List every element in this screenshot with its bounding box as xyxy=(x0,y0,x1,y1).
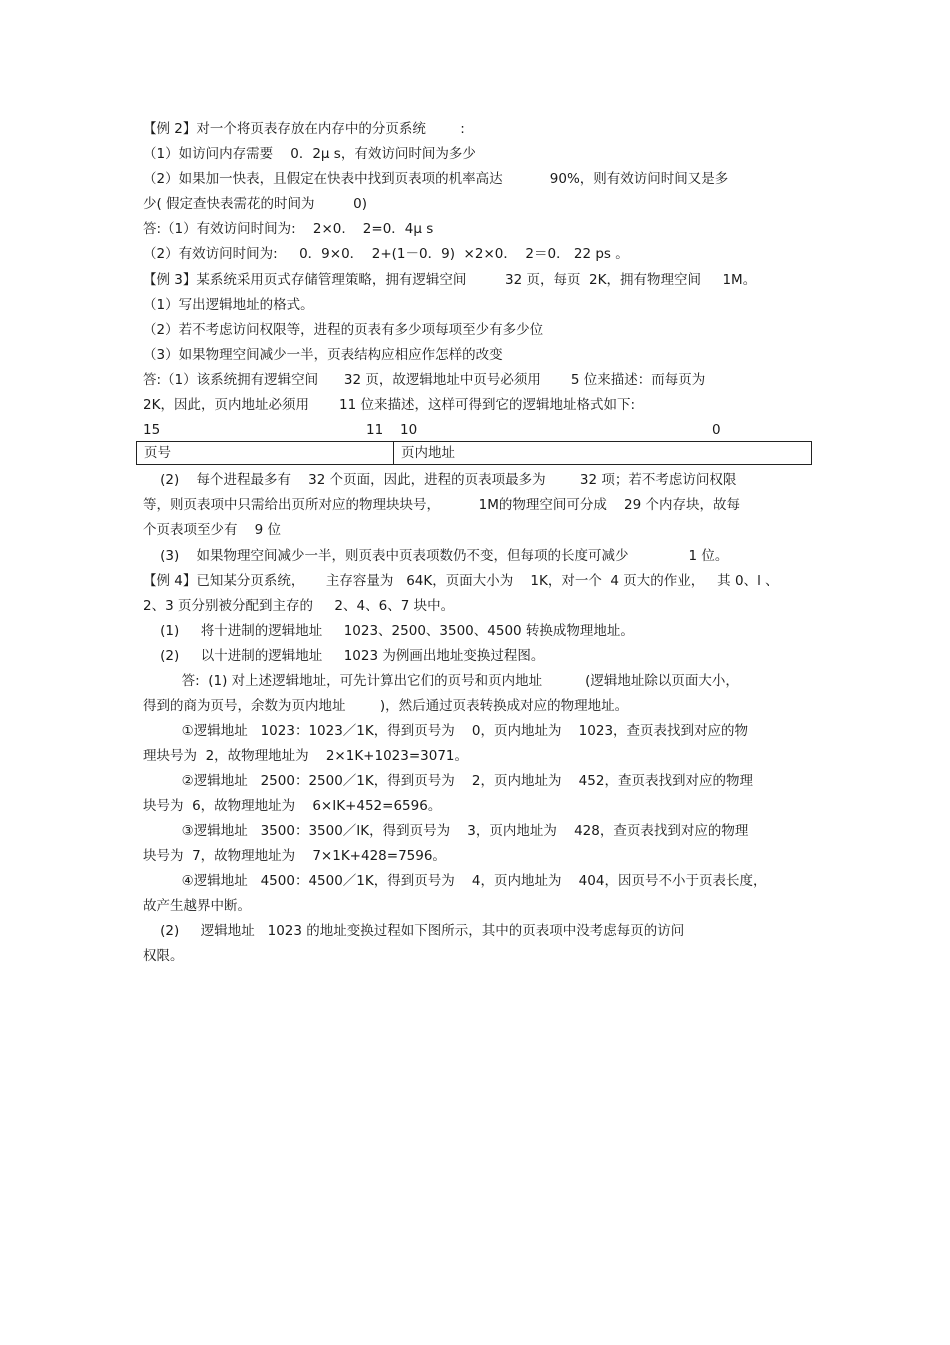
example-2-question-2-cont: 少( 假定查快表需花的时间为 0) xyxy=(143,196,368,212)
example-3-answer-1: 答:（1）该系统拥有逻辑空间 32 页，故逻辑地址中页号必须用 5 位来描述：而每页为 xyxy=(143,372,706,388)
example-3-answer-2-cont2: 个页表项至少有 9 位 xyxy=(143,522,282,538)
example-4-answer-intro-cont: 得到的商为页号，余数为页内地址 )，然后通过页表转换成对应的物理地址。 xyxy=(143,698,629,714)
example-3-question-2: （2）若不考虑访问权限等，进程的页表有多少项每项至少有多少位 xyxy=(143,322,544,338)
example-3-question-3: （3）如果物理空间减少一半，页表结构应相应作怎样的改变 xyxy=(143,347,503,363)
example-4-answer-2: (2) 逻辑地址 1023 的地址变换过程如下图所示，其中的页表项中没考虑每页的访问 xyxy=(143,923,685,939)
example-4-answer-c: ③逻辑地址 3500：3500／IK，得到页号为 3，页内地址为 428，查页表找到对应的物理 xyxy=(143,823,749,839)
example-3-answer-2: (2) 每个进程最多有 32 个页面，因此，进程的页表项最多为 32 项；若不考虑访问权限 xyxy=(143,472,737,488)
example-3-answer-3: (3) 如果物理空间减少一半，则页表中页表项数仍不变，但每项的长度可减少 1 位。 xyxy=(143,548,729,564)
example-4-answer-a-cont: 理块号为 2，故物理地址为 2×1K+1023=3071。 xyxy=(143,748,469,764)
bit-label-15: 15 xyxy=(143,422,161,438)
example-3-question-1: （1）写出逻辑地址的格式。 xyxy=(143,297,314,313)
example-4-heading: 【例 4】已知某分页系统， 主存容量为 64K，页面大小为 1K，对一个 4 页大的作业， 其 0、l 、 xyxy=(143,573,779,589)
example-4-answer-2-cont: 权限。 xyxy=(143,948,184,964)
bit-label-10: 10 xyxy=(400,422,418,438)
example-3-heading: 【例 3】某系统采用页式存储管理策略，拥有逻辑空间 32 页，每页 2K，拥有物理空间 1M。 xyxy=(143,272,757,288)
example-4-answer-a: ①逻辑地址 1023：1023／1K，得到页号为 0，页内地址为 1023，查页表找到对应的物 xyxy=(143,723,749,739)
example-4-answer-c-cont: 块号为 7，故物理地址为 7×1K+428=7596。 xyxy=(143,848,446,864)
example-4-answer-intro: 答: (1) 对上述逻辑地址，可先计算出它们的页号和页内地址 (逻辑地址除以页面大小， xyxy=(143,673,739,689)
example-4-answer-d: ④逻辑地址 4500：4500／1K，得到页号为 4，页内地址为 404，因页号不小于页表长度， xyxy=(143,873,767,889)
example-2-answer-2: （2）有效访问时间为: 0．9×0． 2+(1－0．9) ×2×0． 2＝0． 22 ps 。 xyxy=(143,246,629,262)
example-2-question-2: （2）如果加一快表，且假定在快表中找到页表项的机率高达 90%，则有效访问时间又是多 xyxy=(143,171,729,187)
example-3-answer-2-cont: 等，则页表项中只需给出页所对应的物理块块号， 1M的物理空间可分成 29 个内存块，故每 xyxy=(143,497,740,513)
bit-label-0: 0 xyxy=(712,422,721,438)
example-4-heading-cont: 2、3 页分别被分配到主存的 2、4、6、7 块中。 xyxy=(143,598,455,614)
example-2-heading: 【例 2】对一个将页表存放在内存中的分页系统 : xyxy=(143,121,465,137)
example-2-answer-1: 答:（1）有效访问时间为: 2×0. 2=0．4μ s xyxy=(143,221,434,237)
example-4-answer-d-cont: 故产生越界中断。 xyxy=(143,898,251,914)
page-number-cell: 页号 xyxy=(137,442,394,464)
bit-label-11: 11 xyxy=(366,422,384,438)
example-4-question-1: (1) 将十进制的逻辑地址 1023、2500、3500、4500 转换成物理地址。 xyxy=(143,623,634,639)
example-4-answer-b-cont: 块号为 6，故物理地址为 6×IK+452=6596。 xyxy=(143,798,442,814)
example-3-answer-1-cont: 2K，因此，页内地址必须用 11 位来描述，这样可得到它的逻辑地址格式如下: xyxy=(143,397,635,413)
example-2-question-1: （1）如访问内存需要 0．2μ s，有效访问时间为多少 xyxy=(143,146,476,162)
logical-address-format-table xyxy=(136,441,812,465)
example-4-question-2: (2) 以十进制的逻辑地址 1023 为例画出地址变换过程图。 xyxy=(143,648,545,664)
page-offset-cell: 页内地址 xyxy=(401,445,455,461)
example-4-answer-b: ②逻辑地址 2500：2500／1K，得到页号为 2，页内地址为 452，查页表找到对应的物理 xyxy=(143,773,753,789)
